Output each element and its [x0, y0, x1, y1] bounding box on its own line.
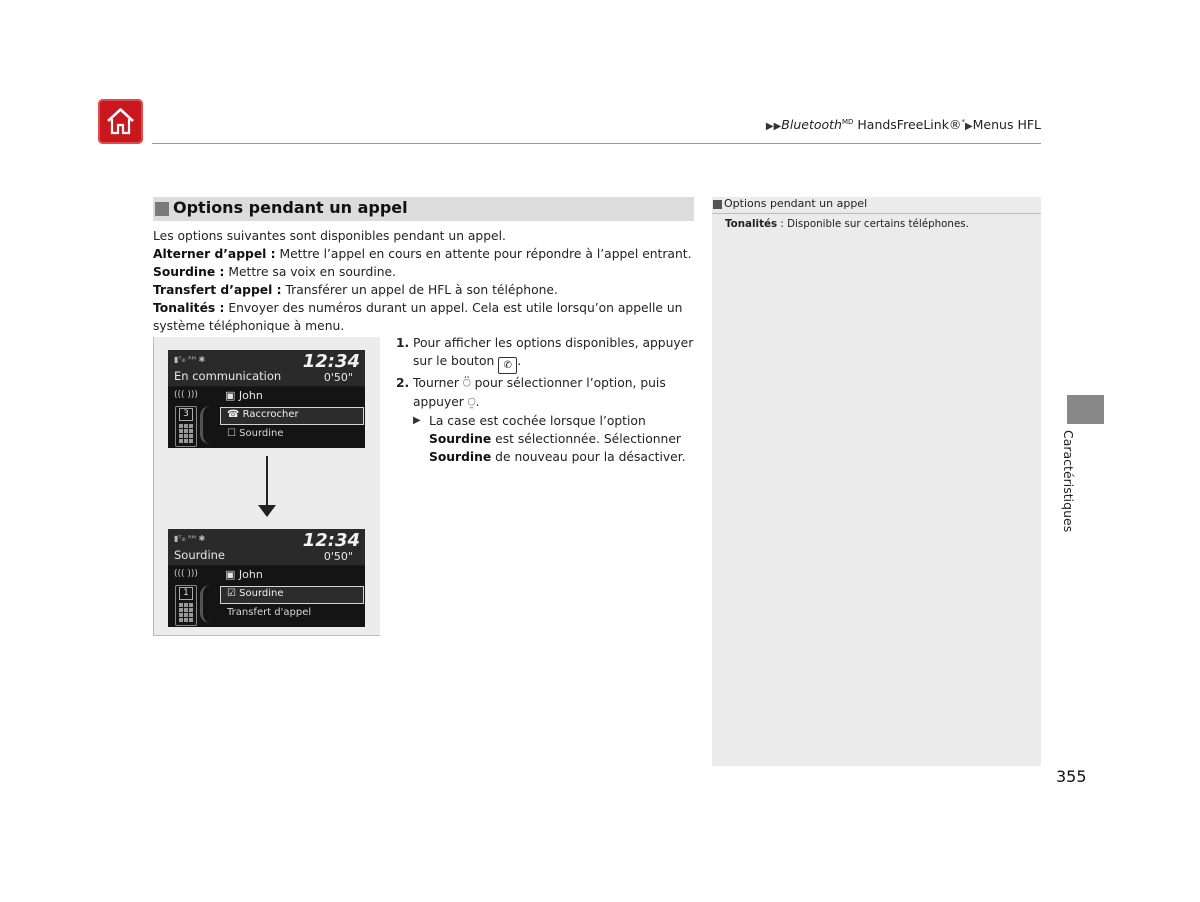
chapter-label: Caractéristiques — [1061, 430, 1076, 533]
breadcrumb-menus-hfl[interactable]: Menus HFL — [972, 117, 1041, 132]
press-knob-icon: ⍜ — [467, 395, 476, 410]
option-sourdine-checked: ☑ Sourdine — [227, 588, 284, 599]
phone-icon: 1 — [175, 585, 197, 626]
contact-name: ▣ John — [225, 389, 263, 402]
intro-text: Les options suivantes sont disponibles pendant un appel. — [153, 229, 506, 243]
signal-icon: ▮ᵀᵢₗₗ ᴿᴹ ✱ — [174, 355, 206, 364]
page-number: 355 — [1056, 767, 1087, 786]
section-title: Options pendant un appel — [173, 198, 408, 217]
contact-name: ▣ John — [225, 568, 263, 581]
home-icon — [105, 106, 136, 137]
arrow-head-icon — [258, 505, 276, 517]
section-square-icon — [155, 202, 169, 216]
step-1: 1. Pour afficher les options disponibles, appuyer sur le bouton ✆ . — [396, 334, 696, 374]
section-heading — [153, 197, 694, 221]
call-waves-icon: ((( ))) — [174, 569, 198, 579]
home-button[interactable] — [98, 99, 143, 144]
call-duration: 0'50" — [323, 371, 353, 384]
breadcrumb-arrow-icon: ▶ — [964, 121, 973, 132]
step-2: 2. Tourner ⍥ pour sélectionner l’option, puis appuyer ⍜. — [396, 376, 666, 410]
side-note-text: Tonalités : Disponible sur certains téléphones. — [725, 218, 969, 230]
call-duration: 0'50" — [323, 550, 353, 563]
breadcrumb-handsfreelink: HandsFreeLink® — [853, 117, 962, 132]
breadcrumb-arrow-icon: ▶▶ — [765, 121, 782, 132]
screen-time: 12:34 — [302, 351, 360, 372]
screen-time: 12:34 — [302, 530, 360, 551]
side-note-panel — [712, 197, 1041, 766]
option-item: Alterner d’appel : Mettre l’appel en cours en attente pour répondre à l’appel entrant. — [153, 247, 692, 261]
call-waves-icon: ((( ))) — [174, 390, 198, 400]
option-item: Transfert d’appel : Transférer un appel de HFL à son téléphone. — [153, 283, 558, 297]
arrow-down-icon — [266, 456, 268, 511]
note-arrow-icon: ▶ — [413, 415, 421, 426]
instruction-steps — [396, 334, 696, 466]
option-item: Tonalités : Envoyer des numéros durant un appel. Cela est utile lorsqu’on appelle un système téléphonique à menu. — [153, 301, 683, 333]
rotate-knob-icon: ⍥ — [462, 376, 471, 391]
header-divider — [152, 143, 1041, 144]
section-body — [153, 227, 698, 335]
side-note-title: Options pendant un appel — [724, 197, 868, 210]
step-note: ▶ La case est cochée lorsque l’option Sourdine est sélectionnée. Sélectionner Sourdine de nouveau pour la désactiver. — [413, 414, 686, 464]
option-item: Sourdine : Mettre sa voix en sourdine. — [153, 265, 396, 279]
call-status: En communication — [174, 369, 282, 383]
option-transfert: Transfert d'appel — [227, 607, 312, 618]
option-raccrocher: ☎ Raccrocher — [227, 409, 299, 420]
call-status: Sourdine — [174, 548, 226, 562]
phone-button-icon: ✆ — [498, 357, 517, 374]
chapter-tab[interactable] — [1067, 395, 1104, 424]
breadcrumb: ▶▶Bluetooth$^{MD}$ HandsFreeLink®*▶Menus HFL — [765, 117, 1041, 132]
display-screen-before — [168, 350, 365, 448]
breadcrumb-bluetooth: Bluetooth — [781, 117, 842, 132]
phone-icon: 3 — [175, 406, 197, 447]
option-sourdine: ☐ Sourdine — [227, 428, 284, 439]
note-reference-icon — [713, 200, 722, 209]
display-screen-after — [168, 529, 365, 627]
signal-icon: ▮ᵀᵢₗₗ ᴿᴹ ✱ — [174, 534, 206, 543]
